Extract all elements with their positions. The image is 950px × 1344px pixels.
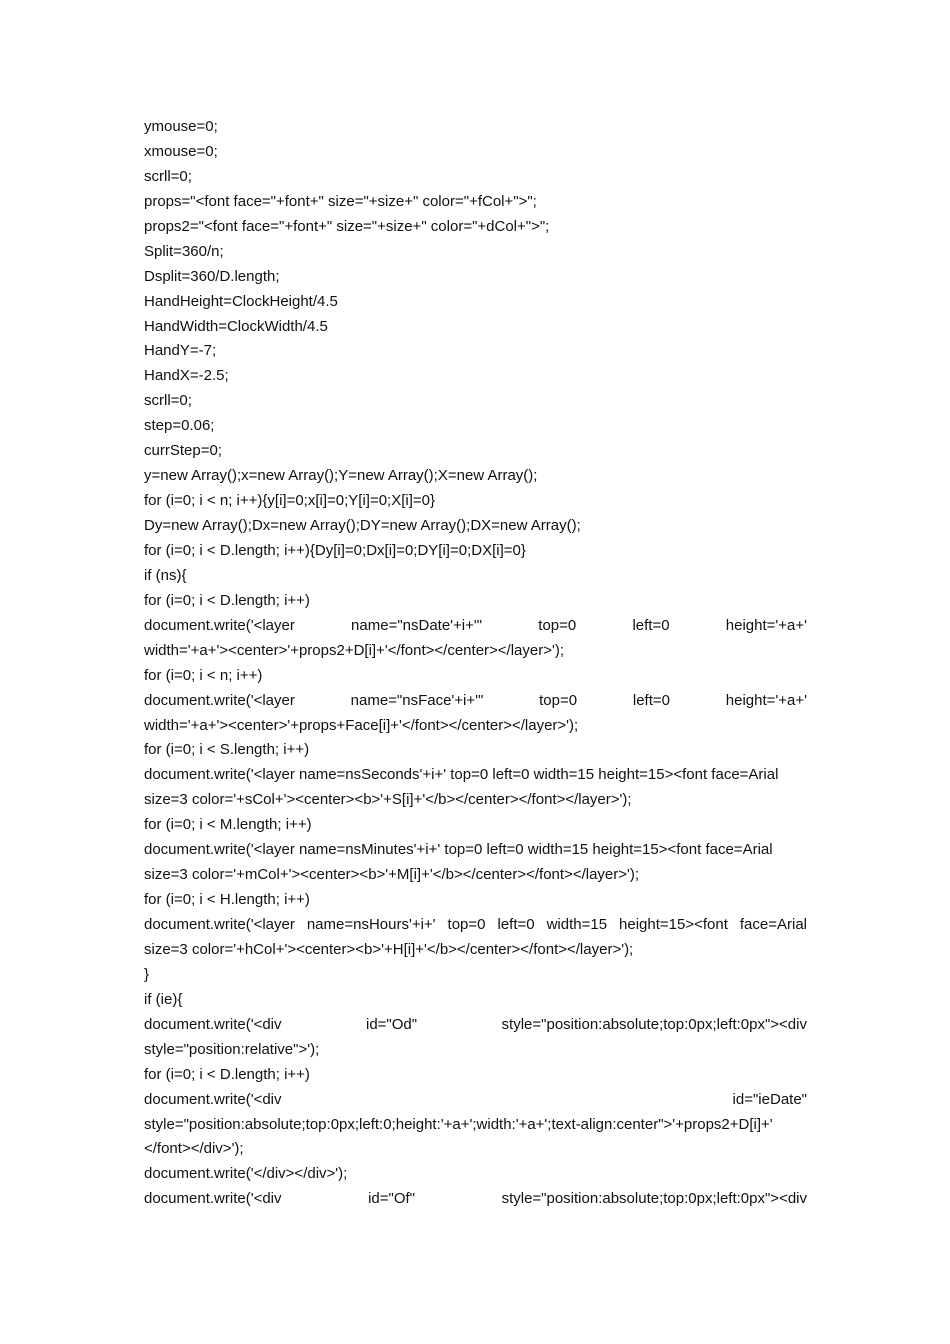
code-line: for (i=0; i < M.length; i++) <box>144 816 312 834</box>
code-line: size=3 color='+sCol+'><center><b>'+S[i]+'</b></center></font></layer>'); <box>144 791 632 809</box>
code-line: Dsplit=360/D.length; <box>144 267 280 285</box>
code-line: step=0.06; <box>144 417 215 435</box>
code-line: document.write('<div id="ieDate" <box>144 1090 807 1108</box>
code-line: size=3 color='+hCol+'><center><b>'+H[i]+'</b></center></font></layer>'); <box>144 940 634 958</box>
code-line: for (i=0; i < n; i++) <box>144 666 263 684</box>
code-line: HandHeight=ClockHeight/4.5 <box>144 292 338 310</box>
code-line: </font></div>'); <box>144 1140 244 1158</box>
code-line: document.write('</div></div>'); <box>144 1165 348 1183</box>
code-line: for (i=0; i < n; i++){y[i]=0;x[i]=0;Y[i]=0;X[i]=0} <box>144 492 435 510</box>
code-line: currStep=0; <box>144 442 222 460</box>
code-line: scrll=0; <box>144 392 192 410</box>
code-line: HandX=-2.5; <box>144 367 229 385</box>
code-line: width='+a+'><center>'+props+Face[i]+'</font></center></layer>'); <box>144 716 579 734</box>
code-line: props="<font face="+font+" size="+size+" color="+fCol+">"; <box>144 192 537 210</box>
code-line: y=new Array();x=new Array();Y=new Array();X=new Array(); <box>144 467 538 485</box>
code-line: document.write('<layer name=nsHours'+i+' top=0 left=0 width=15 height=15><font face=Arial <box>144 916 807 933</box>
code-listing <box>144 115 807 1212</box>
code-line: Split=360/n; <box>144 242 224 260</box>
code-line: HandWidth=ClockWidth/4.5 <box>144 317 328 335</box>
code-line: document.write('<layer name=nsMinutes'+i+' top=0 left=0 width=15 height=15><font face=Arial <box>144 841 773 859</box>
code-line: width='+a+'><center>'+props2+D[i]+'</font></center></layer>'); <box>144 641 565 659</box>
code-line: document.write('<layer name="nsFace'+i+'" top=0 left=0 height='+a+' <box>144 691 807 709</box>
code-line: if (ns){ <box>144 566 187 584</box>
code-line: for (i=0; i < S.length; i++) <box>144 741 310 759</box>
code-line: style="position:relative">'); <box>144 1040 320 1058</box>
code-line: ymouse=0; <box>144 118 218 135</box>
code-line: document.write('<div id="Of" style="position:absolute;top:0px;left:0px"><div <box>144 1190 807 1208</box>
code-line: Dy=new Array();Dx=new Array();DY=new Array();DX=new Array(); <box>144 517 581 534</box>
code-line: size=3 color='+mCol+'><center><b>'+M[i]+'</b></center></font></layer>'); <box>144 866 640 884</box>
code-line: style="position:absolute;top:0px;left:0;height:'+a+';width:'+a+';text-align:center">'+props2+D[i]+' <box>144 1115 773 1133</box>
code-line: document.write('<div id="Od" style="position:absolute;top:0px;left:0px"><div <box>144 1015 807 1033</box>
code-line: if (ie){ <box>144 990 183 1008</box>
code-line: for (i=0; i < D.length; i++) <box>144 1065 310 1083</box>
code-line: } <box>144 965 150 983</box>
code-line: xmouse=0; <box>144 142 218 160</box>
code-line: scrll=0; <box>144 167 192 185</box>
code-line: props2="<font face="+font+" size="+size+" color="+dCol+">"; <box>144 217 550 235</box>
code-line: for (i=0; i < D.length; i++) <box>144 591 310 609</box>
code-line: for (i=0; i < H.length; i++) <box>144 891 310 909</box>
code-line: HandY=-7; <box>144 342 217 360</box>
code-line: document.write('<layer name="nsDate'+i+'" top=0 left=0 height='+a+' <box>144 616 807 634</box>
code-line: document.write('<layer name=nsSeconds'+i+' top=0 left=0 width=15 height=15><font face=Arial <box>144 766 779 784</box>
code-line: for (i=0; i < D.length; i++){Dy[i]=0;Dx[i]=0;DY[i]=0;DX[i]=0} <box>144 541 526 559</box>
